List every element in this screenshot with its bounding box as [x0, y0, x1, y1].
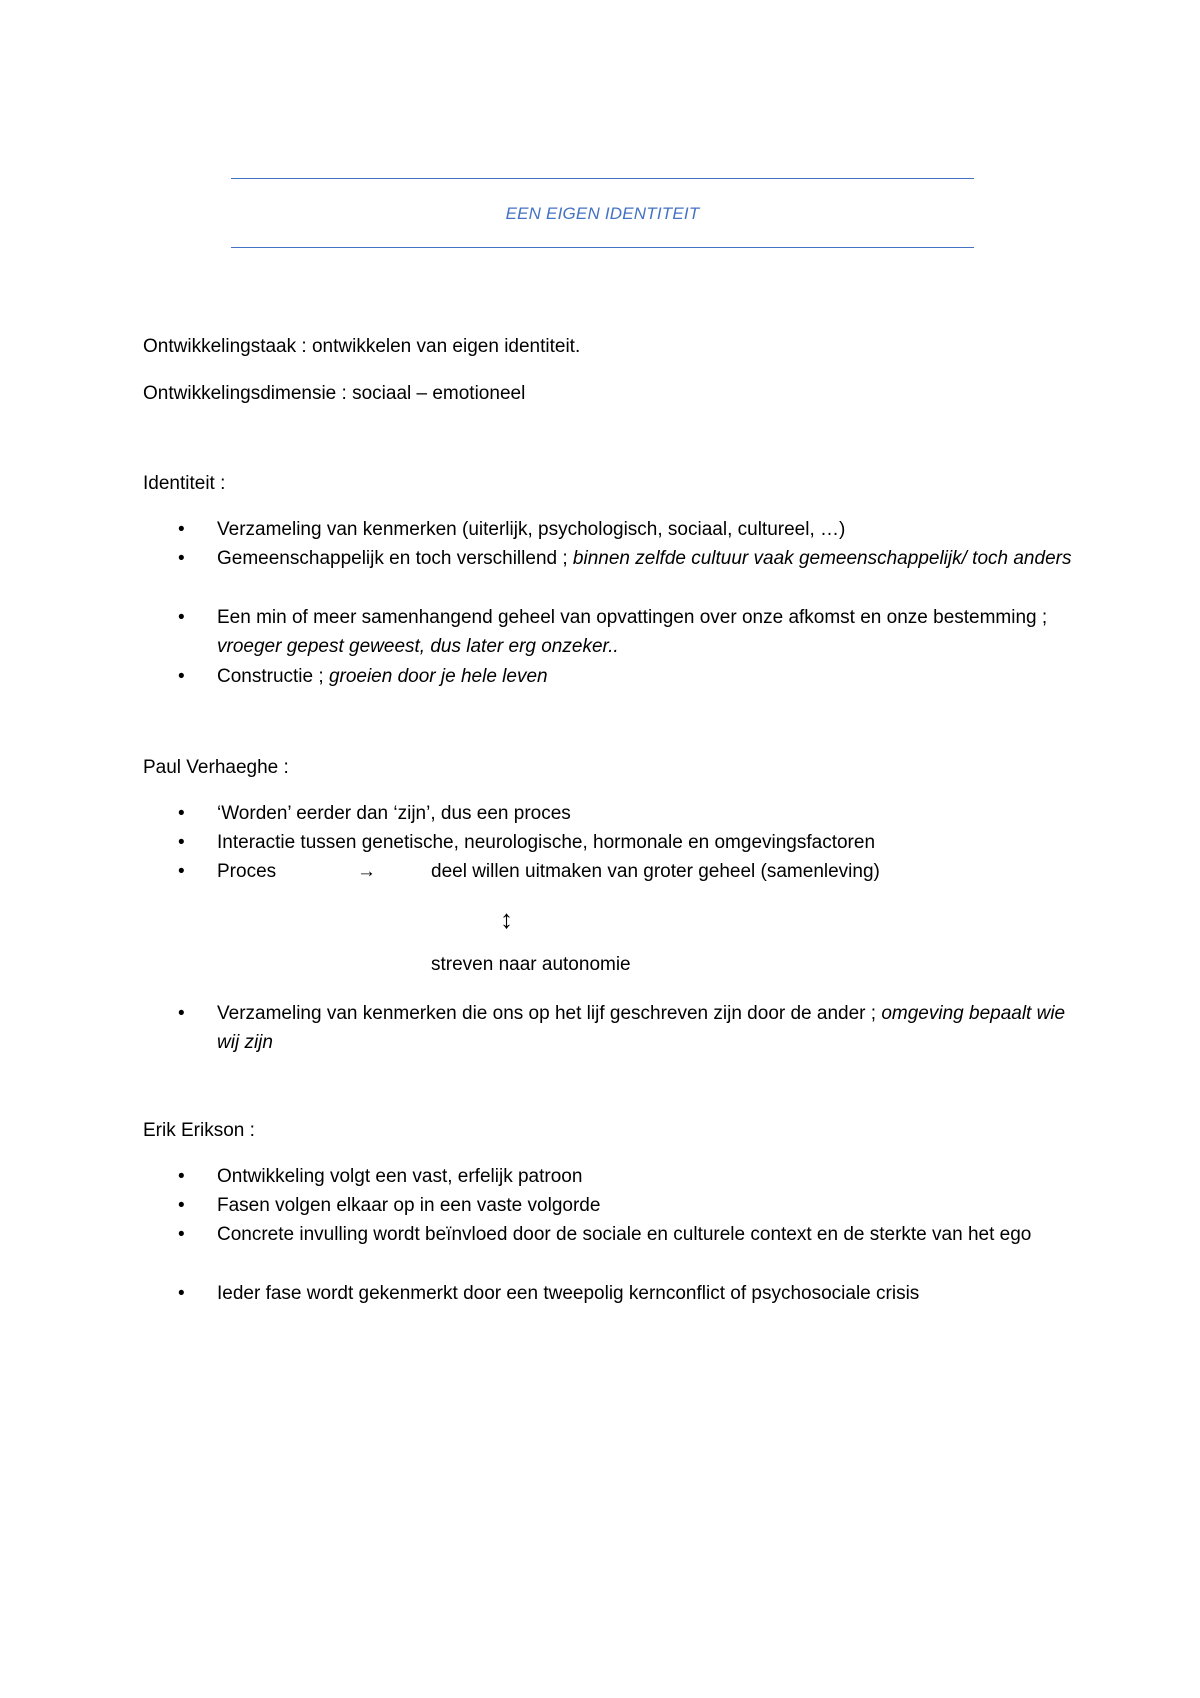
- bullet-glyph: •: [178, 861, 185, 882]
- updown-arrow-icon: ↕: [500, 904, 513, 934]
- list-item: ‘Worden’ eerder dan ‘zijn’, dus een proces: [217, 803, 571, 824]
- erikson-heading: Erik Erikson :: [143, 1120, 255, 1141]
- title-top-rule: [231, 178, 974, 179]
- page-title: EEN EIGEN IDENTITEIT: [505, 204, 700, 223]
- list-item: Constructie ; groeien door je hele leven: [217, 666, 548, 687]
- bullet-glyph: •: [178, 666, 185, 687]
- bullet-glyph: •: [178, 1224, 185, 1245]
- list-item: Ieder fase wordt gekenmerkt door een tweepolig kernconflict of psychosociale crisis: [217, 1283, 920, 1304]
- proces-label: Proces: [217, 861, 277, 882]
- bullet-glyph: •: [178, 803, 185, 824]
- list-item: Verzameling van kenmerken die ons op het lijf geschreven zijn door de ander ; omgeving bepaalt wie wij zijn: [217, 1003, 1066, 1053]
- list-item: Fasen volgen elkaar op in een vaste volgorde: [217, 1195, 601, 1216]
- list-item: Concrete invulling wordt beïnvloed door de sociale en culturele context en de sterkte van het ego: [217, 1224, 1032, 1245]
- list-item: Interactie tussen genetische, neurologische, hormonale en omgevingsfactoren: [217, 832, 876, 853]
- bullet-glyph: •: [178, 1283, 185, 1304]
- bullet-glyph: •: [178, 548, 185, 569]
- bullet-glyph: •: [178, 832, 185, 853]
- arrow-right-icon: →: [357, 861, 376, 882]
- bullet-glyph: •: [178, 1195, 185, 1216]
- list-item: Ontwikkeling volgt een vast, erfelijk patroon: [217, 1166, 583, 1187]
- proces-bottom-text: streven naar autonomie: [431, 954, 631, 975]
- list-item: Verzameling van kenmerken (uiterlijk, psychologisch, sociaal, cultureel, …): [217, 519, 846, 540]
- bullet-glyph: •: [178, 1166, 185, 1187]
- bullet-glyph: •: [178, 519, 185, 540]
- list-item: Een min of meer samenhangend geheel van opvattingen over onze afkomst en onze bestemming ; vroeger gepest geweest, dus later erg onzeker..: [217, 607, 1048, 657]
- list-item: Gemeenschappelijk en toch verschillend ; binnen zelfde cultuur vaak gemeenschappelijk/ toch anders: [217, 548, 1072, 569]
- bullet-glyph: •: [178, 607, 185, 628]
- proces-right-text: deel willen uitmaken van groter geheel (samenleving): [431, 861, 880, 882]
- verhaeghe-heading: Paul Verhaeghe :: [143, 757, 289, 778]
- title-bottom-rule: [231, 247, 974, 248]
- ontwikkelingsdimensie-line: Ontwikkelingsdimensie : sociaal – emotioneel: [143, 383, 526, 404]
- identiteit-heading: Identiteit :: [143, 473, 226, 494]
- ontwikkelingstaak-line: Ontwikkelingstaak : ontwikkelen van eigen identiteit.: [143, 336, 581, 357]
- bullet-glyph: •: [178, 1003, 185, 1024]
